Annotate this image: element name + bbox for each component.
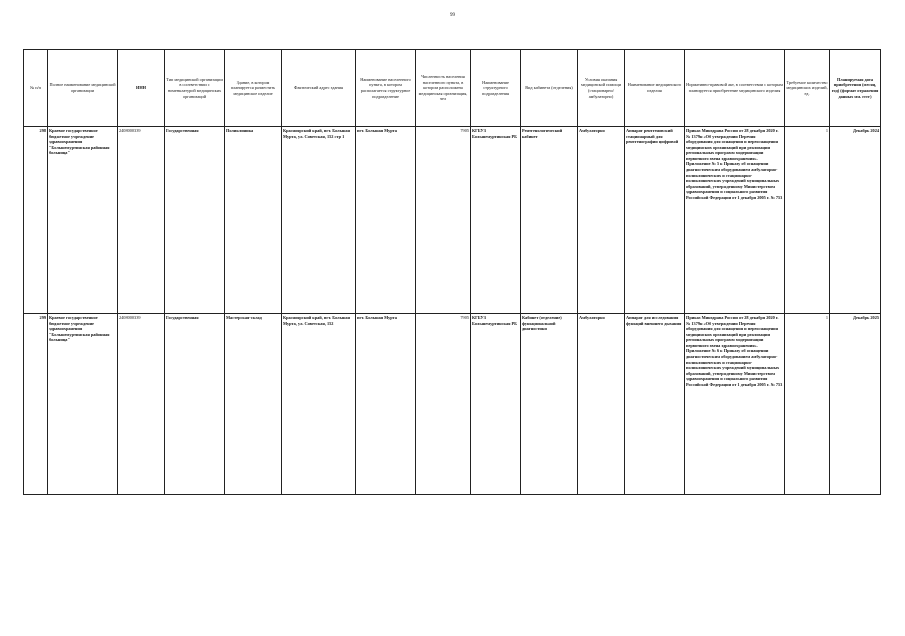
- header-cell: Планируемая дата приобретения (месяц, год) (формат отражения данных мм. гггг): [830, 50, 881, 127]
- org-name: Краевое государственное бюджетное учреждение здравоохранения "Большемуртинская районная больница": [48, 127, 118, 314]
- inn: 2408000339: [118, 127, 165, 314]
- org-type: Государственная: [165, 314, 225, 495]
- locality: пгт. Большая Мурта: [356, 127, 416, 314]
- population: 7905: [416, 127, 471, 314]
- row-number: 299: [24, 314, 48, 495]
- legal-act: Приказ Минздрава России от 28 декабря 2020 г. № 1379н «Об утверждении Перечня оборудования для оснащения и переоснащения медицинских организаций при реализации региональных программ модернизации первичного звена здравоохранения». Приложение № 5 к Приказу об оснащении диагностическим оборудованием амбулаторно-поликлинических и стационарно-поликлинических учреждений муниципальных образований, утвержденному Министерством здравоохранения и социального развития Российской Федерации от 1 декабря 2005 г. № 753: [685, 127, 785, 314]
- header-cell: № п/п: [24, 50, 48, 127]
- address: Красноярский край, пгт. Большая Мурта, ул. Советская, 152: [282, 314, 356, 495]
- purchase-date: Декабрь 2024: [830, 127, 881, 314]
- cabinet-type: Кабинет (отделение) функциональной диагностики: [521, 314, 578, 495]
- unit-name: КГБУЗ Большемуртинская РБ: [471, 314, 521, 495]
- equipment-table: [23, 49, 881, 495]
- header-cell: Тип медицинской организации в соответствии с номенклатурой медицинских организаций: [165, 50, 225, 127]
- care-conditions: Амбулаторно: [578, 127, 625, 314]
- header-cell: ИНН: [118, 50, 165, 127]
- quantity: 1: [785, 314, 830, 495]
- building: Мастерская-склад: [225, 314, 282, 495]
- purchase-date: Декабрь 2025: [830, 314, 881, 495]
- table-row: [24, 127, 881, 314]
- table-row: [24, 314, 881, 495]
- header-cell: Полное наименование медицинской организации: [48, 50, 118, 127]
- header-cell: Наименование медицинского изделия: [625, 50, 685, 127]
- cabinet-type: Рентгенологический кабинет: [521, 127, 578, 314]
- quantity: 1: [785, 127, 830, 314]
- header-cell: Нормативно-правовой акт, в соответствии с которым планируется приобретение медицинского изделия: [685, 50, 785, 127]
- unit-name: КГБУЗ Большемуртинская РБ: [471, 127, 521, 314]
- row-number: 298: [24, 127, 48, 314]
- table-header-row: [24, 50, 881, 127]
- address: Красноярский край, пгт. Большая Мурта, ул. Советская, 152 стр 1: [282, 127, 356, 314]
- locality: пгт. Большая Мурта: [356, 314, 416, 495]
- population: 7905: [416, 314, 471, 495]
- header-cell: Численность населения населенного пункта, в котором расположена медицинская организация, чел: [416, 50, 471, 127]
- header-cell: Наименование населенного пункта, в котором располагается структурное подразделение: [356, 50, 416, 127]
- org-type: Государственная: [165, 127, 225, 314]
- header-cell: Требуемое количество медицинских изделий, ед.: [785, 50, 830, 127]
- building: Поликлиника: [225, 127, 282, 314]
- legal-act: Приказ Минздрава России от 28 декабря 2020 г. № 1379н «Об утверждении Перечня оборудования для оснащения и переоснащения медицинских организаций при реализации региональных программ модернизации первичного звена здравоохранения». Приложение № 6 к Приказу об оснащении диагностическим оборудованием амбулаторно-поликлинических и стационарно-поликлинических учреждений муниципальных образований, утвержденному Министерством здравоохранения и социального развития Российской Федерации от 1 декабря 2005 г. № 753: [685, 314, 785, 495]
- page-number: 99: [450, 13, 455, 18]
- care-conditions: Амбулаторно: [578, 314, 625, 495]
- header-cell: Наименование структурного подразделения: [471, 50, 521, 127]
- header-cell: Условия оказания медицинской помощи (стационарно/ амбулаторно): [578, 50, 625, 127]
- header-cell: Вид кабинета (отделения): [521, 50, 578, 127]
- device-name: Аппарат для исследования функций внешнего дыхания: [625, 314, 685, 495]
- header-cell: Здание, в котором планируется разместить медицинское изделие: [225, 50, 282, 127]
- inn: 2408000339: [118, 314, 165, 495]
- header-cell: Фактический адрес здания: [282, 50, 356, 127]
- org-name: Краевое государственное бюджетное учреждение здравоохранения "Большемуртинская районная больница": [48, 314, 118, 495]
- device-name: Аппарат рентгеновский стационарный для рентгенографии цифровой: [625, 127, 685, 314]
